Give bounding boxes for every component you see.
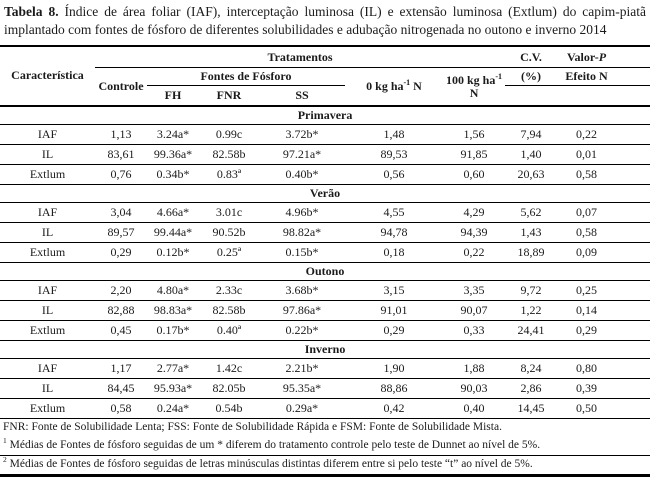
data-cell: 0.29a* bbox=[259, 398, 345, 418]
table-row bbox=[0, 320, 650, 340]
col-header-fontes-fosforo: Fontes de Fósforo bbox=[147, 68, 345, 86]
footnote-2-row bbox=[0, 455, 650, 475]
data-cell: 89,57 bbox=[95, 222, 147, 242]
data-cell: 0,29 bbox=[95, 242, 147, 262]
col-header-0n bbox=[345, 68, 443, 106]
data-cell: 95.35a* bbox=[259, 378, 345, 398]
data-cell: 0.34b* bbox=[147, 164, 199, 184]
data-cell: 1,40 bbox=[505, 144, 557, 164]
table-row bbox=[0, 378, 650, 398]
data-cell: 14,45 bbox=[505, 398, 557, 418]
data-cell: 0,22 bbox=[443, 242, 505, 262]
footnote-2 bbox=[0, 455, 650, 475]
table-row bbox=[0, 202, 650, 222]
table-caption-text: Índice de área foliar (IAF), interceptação luminosa (IL) e extensão luminosa (Extlum) do capim-piatã implantado com fontes de fósforo de diferentes solubilidades e adubação nitrogenada no outono e inverno 2014 bbox=[4, 4, 646, 38]
data-cell: 0,58 bbox=[557, 222, 650, 242]
n0-superscript: -1 bbox=[403, 78, 411, 88]
data-cell: 0,09 bbox=[557, 242, 650, 262]
data-cell: 20,63 bbox=[505, 164, 557, 184]
data-cell: 0,07 bbox=[557, 202, 650, 222]
data-cell: 0,60 bbox=[443, 164, 505, 184]
footnote-abbrev: FNR: Fonte de Solubilidade Lenta; FSS: Fonte de Solubilidade Rápida e FSM: Fonte de Solubilidade Mista. bbox=[3, 421, 502, 434]
data-cell: 97.86a* bbox=[259, 300, 345, 320]
data-cell: 90.52b bbox=[199, 222, 259, 242]
table-row bbox=[0, 164, 650, 184]
data-cell: 0,56 bbox=[345, 164, 443, 184]
table-row bbox=[0, 222, 650, 242]
season-label: Primavera bbox=[0, 106, 650, 125]
data-cell: 90,03 bbox=[443, 378, 505, 398]
row-label: IL bbox=[0, 144, 95, 164]
col-header-100n bbox=[443, 68, 505, 106]
data-cell: 0.54b bbox=[199, 398, 259, 418]
col-header-caracteristica: Característica bbox=[11, 68, 84, 83]
data-cell: 95.93a* bbox=[147, 378, 199, 398]
data-cell: 0,22 bbox=[557, 124, 650, 144]
data-cell: 98.83a* bbox=[147, 300, 199, 320]
col-header-cv-pct: (%) bbox=[505, 68, 557, 86]
data-cell: 91,85 bbox=[443, 144, 505, 164]
season-row bbox=[0, 262, 650, 280]
data-cell: 91,01 bbox=[345, 300, 443, 320]
data-cell: 94,78 bbox=[345, 222, 443, 242]
data-cell: 4.96b* bbox=[259, 202, 345, 222]
results-table bbox=[0, 45, 650, 477]
row-label: Extlum bbox=[0, 320, 95, 340]
data-cell: 8,24 bbox=[505, 358, 557, 378]
data-cell: 82.05b bbox=[199, 378, 259, 398]
data-cell: 2.33c bbox=[199, 280, 259, 300]
data-cell: 0,58 bbox=[557, 164, 650, 184]
season-label: Verão bbox=[0, 184, 650, 202]
data-cell: 9,72 bbox=[505, 280, 557, 300]
col-header-fnr: FNR bbox=[216, 88, 242, 103]
data-cell: 0,14 bbox=[557, 300, 650, 320]
table-row bbox=[0, 242, 650, 262]
data-cell: 24,41 bbox=[505, 320, 557, 340]
table-row bbox=[0, 124, 650, 144]
data-cell: 1,56 bbox=[443, 124, 505, 144]
data-cell: 2,86 bbox=[505, 378, 557, 398]
row-label: Extlum bbox=[0, 398, 95, 418]
footnote-1-text: Médias de Fontes de fósforo seguidas de um * diferem do tratamento controle pelo teste de Dunnet ao nível de 5%. bbox=[6, 439, 541, 452]
data-cell: 0.15b* bbox=[259, 242, 345, 262]
data-cell: 0.83ª bbox=[199, 164, 259, 184]
data-cell: 4.66a* bbox=[147, 202, 199, 222]
data-cell: 1,13 bbox=[95, 124, 147, 144]
n0-text: 0 kg ha bbox=[366, 79, 404, 94]
data-cell: 7,94 bbox=[505, 124, 557, 144]
data-cell: 82,88 bbox=[95, 300, 147, 320]
data-cell: 2.21b* bbox=[259, 358, 345, 378]
data-cell: 82.58b bbox=[199, 144, 259, 164]
data-cell: 0,18 bbox=[345, 242, 443, 262]
header-spacer-valor-p bbox=[557, 86, 650, 106]
header-row-1 bbox=[0, 46, 650, 68]
data-cell: 3,04 bbox=[95, 202, 147, 222]
row-label: Extlum bbox=[0, 242, 95, 262]
row-label: IAF bbox=[0, 358, 95, 378]
data-cell: 88,86 bbox=[345, 378, 443, 398]
col-header-efeito-n: Efeito N bbox=[557, 68, 650, 86]
table-header bbox=[0, 46, 650, 106]
data-cell: 3.01c bbox=[199, 202, 259, 222]
footnote-2-text: Médias de Fontes de fósforo seguidas de letras minúsculas distintas diferem entre si pelo teste “t” ao nível de 5%. bbox=[6, 458, 533, 471]
data-cell: 0,50 bbox=[557, 398, 650, 418]
data-cell: 99.36a* bbox=[147, 144, 199, 164]
data-cell: 84,45 bbox=[95, 378, 147, 398]
footnote-2-marker: 2 bbox=[3, 455, 7, 465]
col-header-fh: FH bbox=[164, 88, 182, 103]
row-label: IAF bbox=[0, 202, 95, 222]
data-cell: 0.17b* bbox=[147, 320, 199, 340]
header-row-2 bbox=[0, 68, 650, 86]
data-cell: 99.44a* bbox=[147, 222, 199, 242]
n100-line2: N bbox=[469, 85, 479, 100]
footnote-1-row bbox=[0, 437, 650, 456]
data-cell: 83,61 bbox=[95, 144, 147, 164]
data-cell: 3.72b* bbox=[259, 124, 345, 144]
data-cell: 0,42 bbox=[345, 398, 443, 418]
table-footnotes bbox=[0, 418, 650, 475]
n0-suffix: N bbox=[410, 79, 422, 94]
data-cell: 0.40ª bbox=[199, 320, 259, 340]
data-cell: 0,29 bbox=[345, 320, 443, 340]
table-body bbox=[0, 106, 650, 419]
header-spacer-cv bbox=[505, 86, 557, 106]
data-cell: 0,80 bbox=[557, 358, 650, 378]
row-label: Extlum bbox=[0, 164, 95, 184]
data-cell: 89,53 bbox=[345, 144, 443, 164]
row-label: IL bbox=[0, 300, 95, 320]
data-cell: 94,39 bbox=[443, 222, 505, 242]
season-row bbox=[0, 340, 650, 358]
n100-text: 100 kg ha bbox=[446, 72, 496, 87]
data-cell: 1,22 bbox=[505, 300, 557, 320]
season-row bbox=[0, 184, 650, 202]
data-cell: 0,33 bbox=[443, 320, 505, 340]
data-cell: 0.22b* bbox=[259, 320, 345, 340]
col-header-valor-p bbox=[557, 46, 650, 68]
table-row bbox=[0, 144, 650, 164]
season-label: Outono bbox=[0, 262, 650, 280]
col-header-controle: Controle bbox=[98, 79, 144, 94]
table-row bbox=[0, 280, 650, 300]
row-label: IAF bbox=[0, 124, 95, 144]
data-cell: 4,55 bbox=[345, 202, 443, 222]
n100-superscript: -1 bbox=[495, 71, 503, 81]
row-label: IL bbox=[0, 378, 95, 398]
data-cell: 97.21a* bbox=[259, 144, 345, 164]
table-caption bbox=[4, 3, 646, 40]
table-row bbox=[0, 398, 650, 418]
data-cell: 3,35 bbox=[443, 280, 505, 300]
data-cell: 2.77a* bbox=[147, 358, 199, 378]
data-cell: 0,40 bbox=[443, 398, 505, 418]
data-cell: 0,01 bbox=[557, 144, 650, 164]
data-cell: 5,62 bbox=[505, 202, 557, 222]
data-cell: 3.68b* bbox=[259, 280, 345, 300]
col-header-cv: C.V. bbox=[505, 46, 557, 68]
row-label: IAF bbox=[0, 280, 95, 300]
table-row bbox=[0, 358, 650, 378]
data-cell: 0.99c bbox=[199, 124, 259, 144]
col-header-tratamentos: Tratamentos bbox=[95, 46, 505, 68]
footnote-1-marker: 1 bbox=[3, 436, 7, 446]
season-label: Inverno bbox=[0, 340, 650, 358]
data-cell: 18,89 bbox=[505, 242, 557, 262]
data-cell: 0.40b* bbox=[259, 164, 345, 184]
data-cell: 1.42c bbox=[199, 358, 259, 378]
data-cell: 0.25ª bbox=[199, 242, 259, 262]
footnote-abbrev-row bbox=[0, 418, 650, 437]
data-cell: 1,17 bbox=[95, 358, 147, 378]
row-label: IL bbox=[0, 222, 95, 242]
data-cell: 0,45 bbox=[95, 320, 147, 340]
data-cell: 3.24a* bbox=[147, 124, 199, 144]
data-cell: 2,20 bbox=[95, 280, 147, 300]
valor-p-italic: P bbox=[598, 49, 607, 64]
data-cell: 0,25 bbox=[557, 280, 650, 300]
data-cell: 0,76 bbox=[95, 164, 147, 184]
col-header-ss: SS bbox=[295, 88, 309, 103]
season-row bbox=[0, 106, 650, 125]
data-cell: 1,90 bbox=[345, 358, 443, 378]
data-cell: 0,58 bbox=[95, 398, 147, 418]
table-caption-label: Tabela 8. bbox=[4, 4, 59, 19]
data-cell: 4,29 bbox=[443, 202, 505, 222]
data-cell: 0,29 bbox=[557, 320, 650, 340]
data-cell: 90,07 bbox=[443, 300, 505, 320]
data-cell: 0.24a* bbox=[147, 398, 199, 418]
data-cell: 1,43 bbox=[505, 222, 557, 242]
data-cell: 82.58b bbox=[199, 300, 259, 320]
data-cell: 4.80a* bbox=[147, 280, 199, 300]
data-cell: 0.12b* bbox=[147, 242, 199, 262]
data-cell: 0,39 bbox=[557, 378, 650, 398]
table-row bbox=[0, 300, 650, 320]
footnote-1 bbox=[0, 437, 650, 456]
data-cell: 1,48 bbox=[345, 124, 443, 144]
data-cell: 98.82a* bbox=[259, 222, 345, 242]
data-cell: 1,88 bbox=[443, 358, 505, 378]
valor-p-prefix: Valor- bbox=[566, 49, 599, 64]
data-cell: 3,15 bbox=[345, 280, 443, 300]
